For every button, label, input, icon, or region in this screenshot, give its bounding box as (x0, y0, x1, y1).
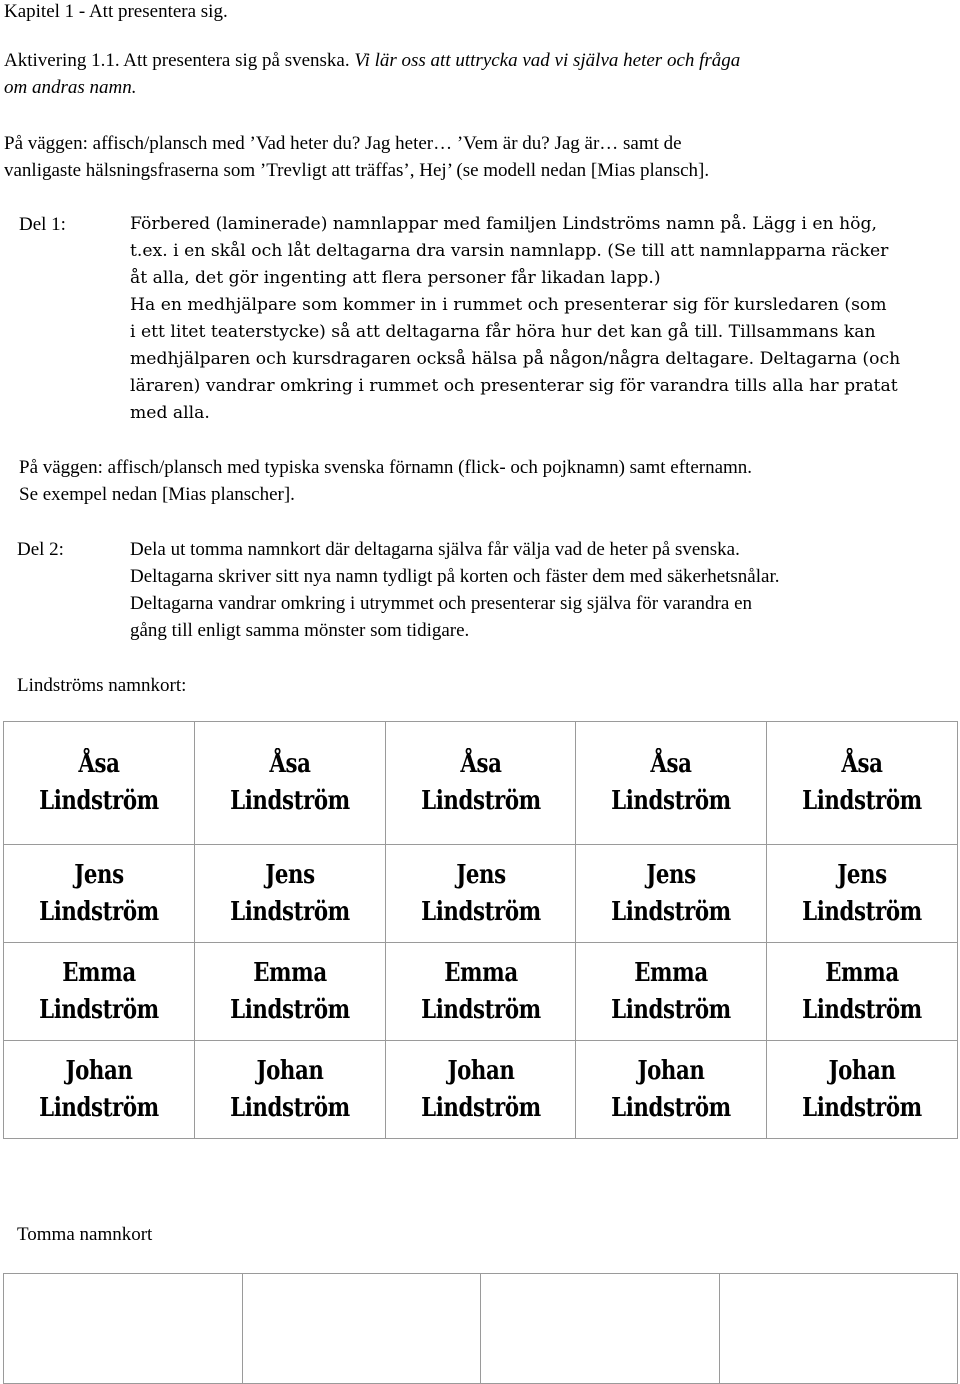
del1-line: Förbered (laminerade) namnlappar med familjen Lindströms namn på. Lägg i en hög, (130, 214, 877, 234)
empty-name-card (719, 1274, 958, 1384)
name-cards-heading: Lindströms namnkort: (17, 675, 187, 696)
card-last-name: Lindström (802, 786, 922, 816)
name-card-text (802, 746, 922, 820)
card-first-name: Johan (65, 1055, 133, 1086)
name-card (385, 845, 576, 943)
chapter-title: Kapitel 1 - Att presentera sig. (4, 1, 228, 22)
name-card-text (802, 955, 922, 1029)
name-card (576, 943, 767, 1041)
name-card (194, 845, 385, 943)
card-last-name: Lindström (611, 1092, 732, 1123)
empty-cards-grid (3, 1273, 958, 1384)
name-card-text (421, 857, 541, 931)
card-last-name: Lindström (611, 994, 732, 1025)
name-card-row (4, 943, 958, 1041)
card-last-name: Lindström (229, 1092, 350, 1123)
del1-line: t.ex. i en skål och låt deltagarna dra varsin namnlapp. (Se till att namnlapparna räcker (130, 241, 889, 261)
name-card-text (611, 857, 731, 931)
card-last-name: Lindström (420, 786, 541, 816)
card-first-name: Åsa (841, 749, 883, 779)
name-card (4, 943, 195, 1041)
wall-instruction-1-cont: vanligaste hälsningsfraserna som ’Trevligt att träffas’, Hej’ (se modell nedan [Mias plansch]. (4, 160, 710, 181)
name-card (767, 845, 958, 943)
del2-line: gång till enligt samma mönster som tidigare. (130, 620, 470, 641)
wall-instruction-1: På väggen: affisch/plansch med ’Vad heter du? Jag heter… ’Vem är du? Jag är… samt de (4, 133, 682, 154)
del1-line: åt alla, det gör ingenting att flera personer får likadan lapp.) (130, 268, 661, 288)
card-first-name: Åsa (269, 749, 311, 779)
del2-label: Del 2: (17, 539, 64, 560)
card-first-name: Johan (637, 1055, 705, 1086)
name-card (4, 722, 195, 845)
name-card (767, 1041, 958, 1139)
empty-name-card (4, 1274, 243, 1384)
name-card-text (39, 857, 159, 931)
del2-line: Deltagarna skriver sitt nya namn tydligt på korten och fäster dem med säkerhetsnålar. (130, 566, 780, 587)
name-card-text (421, 746, 541, 820)
del1-line: läraren) vandrar omkring i rummet och presenterar sig för varandra tills alla har pratat (130, 376, 898, 396)
card-first-name: Åsa (650, 749, 692, 779)
card-last-name: Lindström (611, 786, 732, 816)
del2-instructions (130, 536, 950, 644)
name-card (194, 722, 385, 845)
card-first-name: Emma (825, 957, 899, 988)
del2-line: Dela ut tomma namnkort där deltagarna själva får välja vad de heter på svenska. (130, 539, 740, 560)
del1-label: Del 1: (19, 214, 66, 235)
del1-line: i ett litet teaterstycke) så att deltagarna får höra hur det kan gå till. Tillsammans kan (130, 322, 876, 342)
name-card (194, 1041, 385, 1139)
name-card-text (611, 1053, 731, 1127)
name-card-text (230, 955, 350, 1029)
card-last-name: Lindström (611, 896, 732, 927)
card-last-name: Lindström (802, 994, 922, 1025)
card-first-name: Johan (446, 1055, 515, 1086)
name-card-text (39, 955, 159, 1029)
card-last-name: Lindström (39, 896, 159, 927)
empty-name-card (481, 1274, 720, 1384)
card-last-name: Lindström (802, 896, 922, 927)
name-card-text (611, 955, 731, 1029)
name-card-text (802, 857, 922, 931)
name-card-text (39, 746, 159, 820)
name-card (767, 722, 958, 845)
name-card-text (39, 1053, 159, 1127)
del1-instructions (130, 211, 950, 427)
name-card-text (802, 1053, 922, 1127)
card-first-name: Jens (646, 859, 697, 890)
name-card (4, 845, 195, 943)
name-card (576, 722, 767, 845)
name-card-row (4, 722, 958, 845)
name-card-text (230, 746, 350, 820)
card-last-name: Lindström (802, 1092, 922, 1123)
del2-line: Deltagarna vandrar omkring i utrymmet och presenterar sig själva för varandra en (130, 593, 752, 614)
card-last-name: Lindström (39, 786, 159, 816)
card-last-name: Lindström (420, 1092, 541, 1123)
card-first-name: Åsa (78, 749, 120, 779)
card-first-name: Emma (62, 957, 136, 988)
del1-line: medhjälparen och kursdragaren också hälsa på någon/några deltagare. Deltagarna (och (130, 349, 901, 369)
card-first-name: Jens (455, 859, 506, 890)
activation-label: Aktivering 1.1. Att presentera sig på svenska. (4, 50, 350, 71)
card-first-name: Jens (837, 859, 887, 890)
wall-instruction-2-cont: Se exempel nedan [Mias planscher]. (19, 484, 295, 505)
card-first-name: Johan (828, 1055, 896, 1086)
name-card-text (421, 955, 541, 1029)
name-card-row (4, 1041, 958, 1139)
del1-line: med alla. (130, 403, 210, 423)
name-card-text (611, 746, 731, 820)
card-last-name: Lindström (420, 896, 541, 927)
card-first-name: Jens (74, 859, 124, 890)
name-card (4, 1041, 195, 1139)
wall-instruction-2: På väggen: affisch/plansch med typiska svenska förnamn (flick- och pojknamn) samt efternamn. (19, 457, 753, 478)
name-card (576, 1041, 767, 1139)
card-last-name: Lindström (39, 1092, 159, 1123)
card-last-name: Lindström (39, 994, 159, 1025)
name-card (385, 722, 576, 845)
activation-goal-cont: om andras namn. (4, 77, 137, 98)
name-cards-grid (3, 721, 958, 1139)
card-last-name: Lindström (420, 994, 541, 1025)
card-last-name: Lindström (229, 994, 350, 1025)
card-last-name: Lindström (229, 896, 350, 927)
activation-goal: Vi lär oss att uttrycka vad vi själva heter och fråga (354, 50, 741, 71)
name-card-text (421, 1053, 541, 1127)
card-first-name: Johan (256, 1055, 324, 1086)
name-card (385, 943, 576, 1041)
empty-name-card (242, 1274, 481, 1384)
card-first-name: Jens (264, 859, 315, 890)
name-card-text (230, 1053, 350, 1127)
activation-heading (4, 47, 740, 74)
card-first-name: Emma (252, 957, 327, 988)
name-card (576, 845, 767, 943)
name-card (194, 943, 385, 1041)
name-card-row (4, 845, 958, 943)
card-first-name: Emma (634, 957, 709, 988)
empty-cards-heading: Tomma namnkort (17, 1224, 153, 1245)
name-card (767, 943, 958, 1041)
name-card-text (230, 857, 350, 931)
card-last-name: Lindström (229, 786, 350, 816)
card-first-name: Emma (443, 957, 518, 988)
name-card (385, 1041, 576, 1139)
del1-line: Ha en medhjälpare som kommer in i rummet och presenterar sig för kursledaren (som (130, 295, 887, 315)
card-first-name: Åsa (459, 749, 502, 779)
